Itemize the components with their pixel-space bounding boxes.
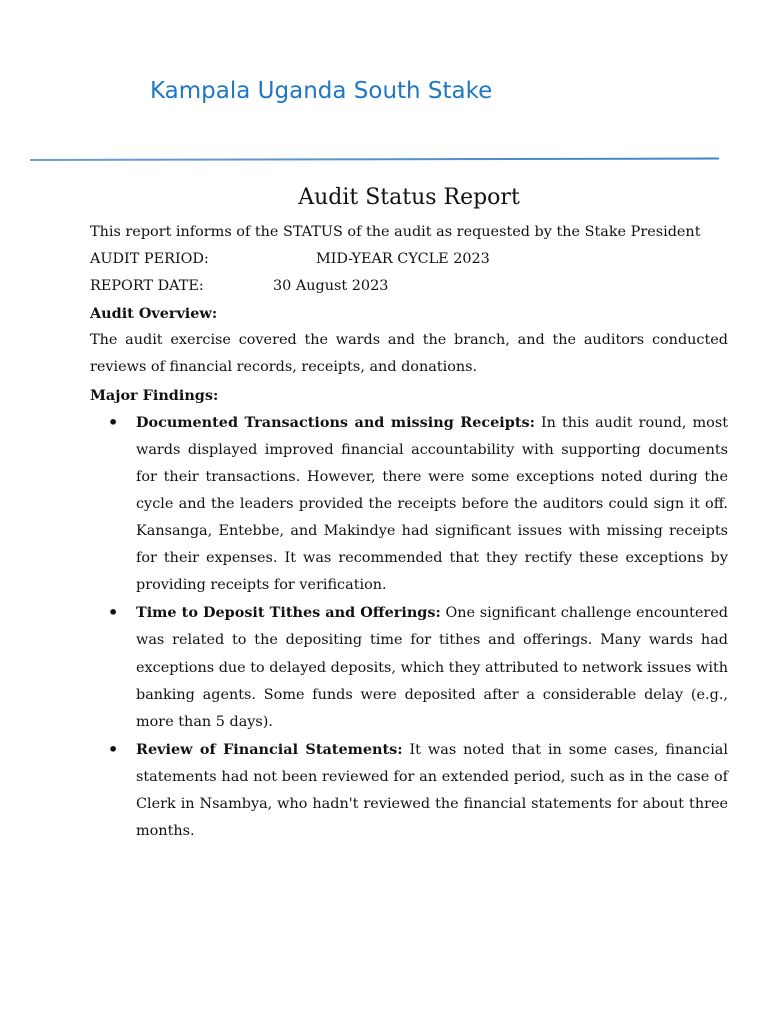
finding-title: Documented Transactions and missing Receipts: [136, 413, 535, 431]
finding-item [90, 409, 728, 600]
audit-period-row [90, 246, 728, 273]
intro-paragraph: This report informs of the STATUS of the audit as requested by the Stake President [90, 224, 701, 240]
bullet-icon: • [108, 412, 119, 432]
findings-heading: Major Findings: [90, 386, 219, 404]
report-body [90, 182, 728, 845]
report-title: Audit Status Report [298, 185, 520, 210]
finding-title: Time to Deposit Tithes and Offerings: [136, 604, 441, 622]
finding-text: It was noted that in some cases, financial statements had not been reviewed for an extended period, such as in the case of Clerk in Nsambya, who hadn't reviewed the financial statements for about three months. [136, 741, 728, 840]
report-date-value: 30 August 2023 [273, 278, 389, 295]
bullet-icon: • [108, 603, 119, 623]
report-date-label: REPORT DATE: [90, 278, 204, 295]
finding-text: In this audit round, most wards displayed improved financial accountability with supporting documents for their transactions. However, there were some exceptions noted during the cycle and the leaders provided the receipts before the auditors could sign it off. Kansanga, Entebbe, and Makindye had significant issues with missing receipts for their expenses. It was recommended that they rectify these exceptions by providing receipts for verification. [136, 414, 729, 594]
finding-title: Review of Financial Statements: [136, 740, 403, 758]
finding-item [90, 736, 728, 845]
findings-list [90, 409, 728, 846]
audit-period-value: MID-YEAR CYCLE 2023 [316, 251, 490, 268]
audit-period-label: AUDIT PERIOD: [90, 251, 209, 268]
overview-heading: Audit Overview: [90, 305, 218, 323]
bullet-icon: • [108, 739, 119, 759]
overview-paragraph: The audit exercise covered the wards and the branch, and the auditors conducted reviews of financial records, receipts, and donations. [90, 332, 728, 376]
finding-text: One significant challenge encountered was related to the depositing time for tithes and offerings. Many wards had exceptions due to delayed deposits, which they attributed to network issues with banking agents. Some funds were deposited after a considerable delay (e.g., more than 5 days). [136, 605, 729, 730]
report-date-row [90, 273, 728, 300]
organization-name: Kampala Uganda South Stake [150, 78, 493, 104]
header-divider [30, 158, 719, 161]
finding-item [90, 599, 728, 735]
